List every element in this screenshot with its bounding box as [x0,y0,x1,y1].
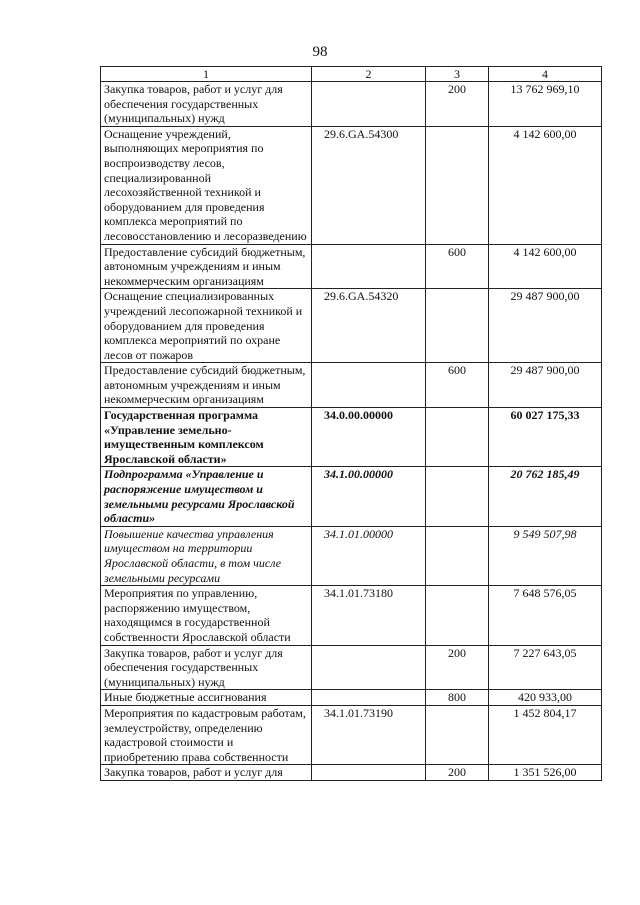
page-number: 98 [312,44,328,60]
row-code-cell: 29.6.GA.54300 [312,126,426,244]
row-type-cell: 800 [426,690,489,706]
row-name-cell: Закупка товаров, работ и услуг для обеспечения государственных (муниципальных) нужд [101,645,312,690]
row-type-cell [426,126,489,244]
row-name-cell: Иные бюджетные ассигнования [101,690,312,706]
row-name-cell: Закупка товаров, работ и услуг для [101,765,312,781]
row-type-cell: 600 [426,363,489,408]
table-row [101,244,602,289]
row-code-cell [312,645,426,690]
row-code-cell: 34.1.01.73190 [312,705,426,764]
row-name-cell: Предоставление субсидий бюджетным, автономным учреждениям и иным некоммерческим организациям [101,363,312,408]
row-name-cell: Оснащение учреждений, выполняющих мероприятия по воспроизводству лесов, специализированной лесохозяйственной техникой и оборудованием для проведения комплекса мероприятий по лесовосстановлению и лесоразведению [101,126,312,244]
row-amount-cell: 60 027 175,33 [489,408,602,467]
row-name-cell: Предоставление субсидий бюджетным, автономным учреждениям и иным некоммерческим организациям [101,244,312,289]
row-name-cell: Мероприятия по управлению, распоряжению имуществом, находящимся в государственной собственности Ярославской области [101,586,312,645]
table-row [101,363,602,408]
row-code-cell: 29.6.GA.54320 [312,289,426,363]
row-code-cell: 34.0.00.00000 [312,408,426,467]
row-type-cell: 200 [426,645,489,690]
row-code-cell: 34.1.00.00000 [312,467,426,526]
row-amount-cell: 9 549 507,98 [489,526,602,585]
row-amount-cell: 29 487 900,00 [489,289,602,363]
table-row [101,289,602,363]
row-type-cell [426,526,489,585]
row-name-cell: Мероприятия по кадастровым работам, землеустройству, определению кадастровой стоимости и приобретению права собственности [101,705,312,764]
row-amount-cell: 20 762 185,49 [489,467,602,526]
row-amount-cell: 29 487 900,00 [489,363,602,408]
row-type-cell [426,289,489,363]
header-cell-4: 4 [489,67,602,82]
row-amount-cell: 1 452 804,17 [489,705,602,764]
row-type-cell [426,705,489,764]
row-type-cell [426,586,489,645]
table-row [101,765,602,781]
row-code-cell [312,363,426,408]
row-code-cell: 34.1.01.00000 [312,526,426,585]
row-code-cell [312,244,426,289]
budget-table [100,66,602,781]
header-cell-2: 2 [312,67,426,82]
row-name-cell: Повышение качества управления имуществом на территории Ярославской области, в том числе земельными ресурсами [101,526,312,585]
row-type-cell: 600 [426,244,489,289]
table-header-row [101,67,602,82]
header-cell-1: 1 [101,67,312,82]
row-code-cell [312,690,426,706]
row-name-cell: Закупка товаров, работ и услуг для обеспечения государственных (муниципальных) нужд [101,82,312,127]
row-code-cell [312,82,426,127]
table-row [101,467,602,526]
row-type-cell [426,408,489,467]
table-row [101,408,602,467]
row-code-cell [312,765,426,781]
table-body [101,82,602,781]
table-row [101,82,602,127]
row-amount-cell: 4 142 600,00 [489,126,602,244]
row-name-cell: Оснащение специализированных учреждений лесопожарной техникой и оборудованием для проведения комплекса мероприятий по охране лесов от пожаров [101,289,312,363]
table-row [101,690,602,706]
row-amount-cell: 420 933,00 [489,690,602,706]
table-row [101,126,602,244]
row-amount-cell: 7 227 643,05 [489,645,602,690]
table-row [101,526,602,585]
header-cell-3: 3 [426,67,489,82]
row-name-cell: Подпрограмма «Управление и распоряжение имуществом и земельными ресурсами Ярославской области» [101,467,312,526]
row-amount-cell: 7 648 576,05 [489,586,602,645]
row-type-cell [426,467,489,526]
table-row [101,645,602,690]
row-amount-cell: 13 762 969,10 [489,82,602,127]
row-code-cell: 34.1.01.73180 [312,586,426,645]
table-row [101,705,602,764]
row-amount-cell: 4 142 600,00 [489,244,602,289]
row-type-cell: 200 [426,765,489,781]
table-row [101,586,602,645]
row-name-cell: Государственная программа «Управление земельно-имущественным комплексом Ярославской области» [101,408,312,467]
row-amount-cell: 1 351 526,00 [489,765,602,781]
row-type-cell: 200 [426,82,489,127]
